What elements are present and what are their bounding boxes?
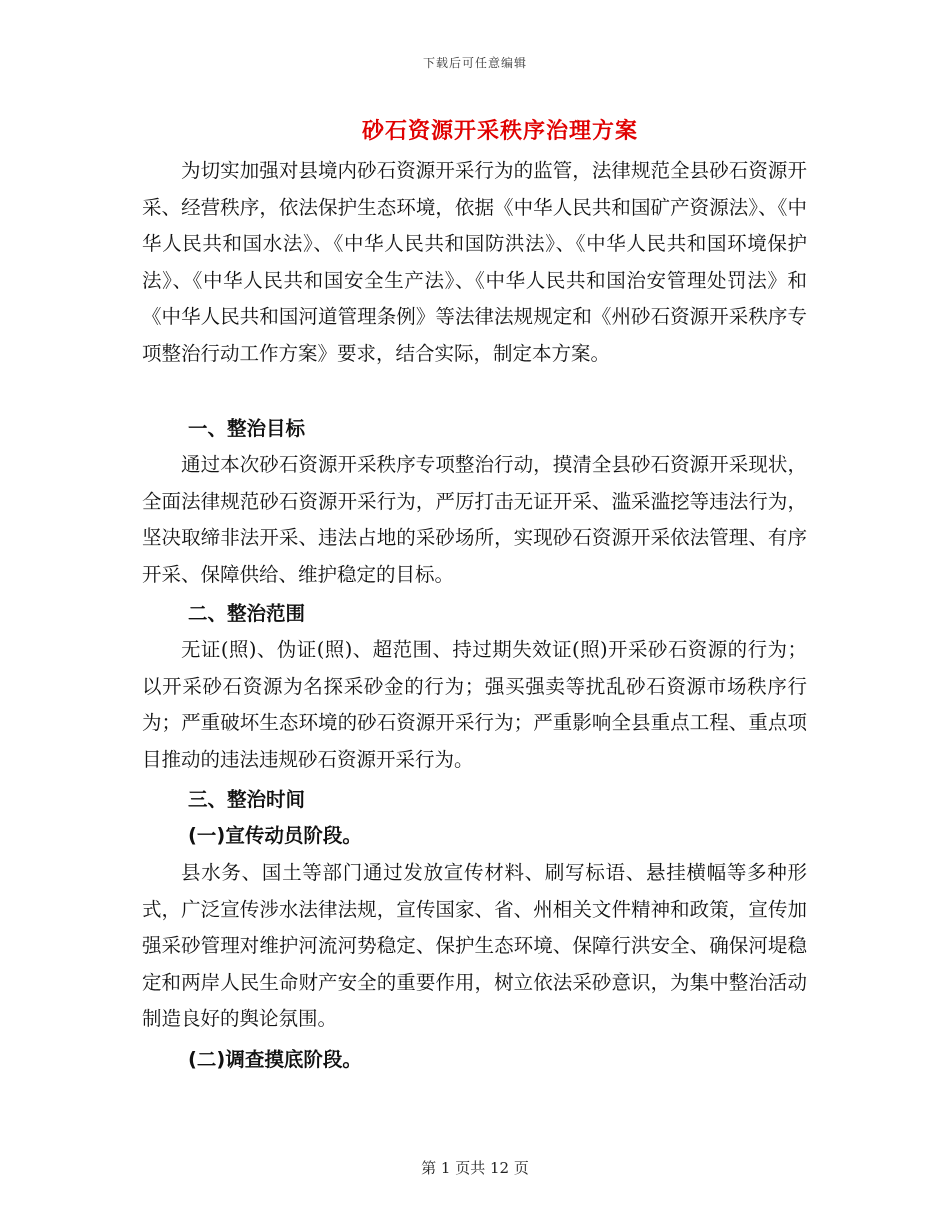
page-number-footer: 第 1 页共 12 页 xyxy=(421,1159,529,1177)
subsection-heading-publicity: (一)宣传动员阶段。 xyxy=(188,824,362,847)
subsection-heading-survey: (二)调查摸底阶段。 xyxy=(188,1048,362,1071)
section-heading-scope: 二、整治范围 xyxy=(188,602,306,625)
section-goals-block xyxy=(142,447,807,593)
section-goals-paragraph: 通过本次砂石资源开采秩序专项整治行动，摸清全县砂石资源开采现状，全面法律规范砂石资源开采行为，严厉打击无证开采、滥采滥挖等违法行为，坚决取缔非法开采、违法占地的采砂场所，实现砂石资源开采依法管理、有序开采、保障供给、维护稳定的目标。 xyxy=(142,453,807,586)
header-note: 下载后可任意编辑 xyxy=(422,56,527,70)
intro-paragraph-block xyxy=(142,153,807,372)
intro-paragraph: 为切实加强对县境内砂石资源开采行为的监管，法律规范全县砂石资源开采、经营秩序，依法保护生态环境，依据《中华人民共和国矿产资源法》、《中华人民共和国水法》、《中华人民共和国防洪法》、《中华人民共和国环境保护法》、《中华人民共和国安全生产法》、《中华人民共和国治安管理处罚法》和《中华人民共和国河道管理条例》等法律法规规定和《州砂石资源开采秩序专项整治行动工作方案》要求，结合实际，制定本方案。 xyxy=(142,159,807,365)
section-heading-schedule: 三、整治时间 xyxy=(188,788,306,811)
subsection-publicity-paragraph: 县水务、国土等部门通过发放宣传材料、刷写标语、悬挂横幅等多种形式，广泛宣传涉水法律法规，宣传国家、省、州相关文件精神和政策，宣传加强采砂管理对维护河流河势稳定、保护生态环境、保障行洪安全、确保河堤稳定和两岸人民生命财产安全的重要作用，树立依法采砂意识，为集中整治活动制造良好的舆论氛围。 xyxy=(142,861,807,1030)
document-title: 砂石资源开采秩序治理方案 xyxy=(361,118,638,144)
section-scope-paragraph: 无证(照)、伪证(照)、超范围、持过期失效证(照)开采砂石资源的行为；以开采砂石资源为名探采砂金的行为；强买强卖等扰乱砂石资源市场秩序行为；严重破坏生态环境的砂石资源开采行为；严重影响全县重点工程、重点项目推动的违法违规砂石资源开采行为。 xyxy=(142,638,807,771)
subsection-publicity-block xyxy=(142,855,807,1038)
section-scope-block xyxy=(142,632,807,778)
section-heading-goals: 一、整治目标 xyxy=(188,417,306,440)
